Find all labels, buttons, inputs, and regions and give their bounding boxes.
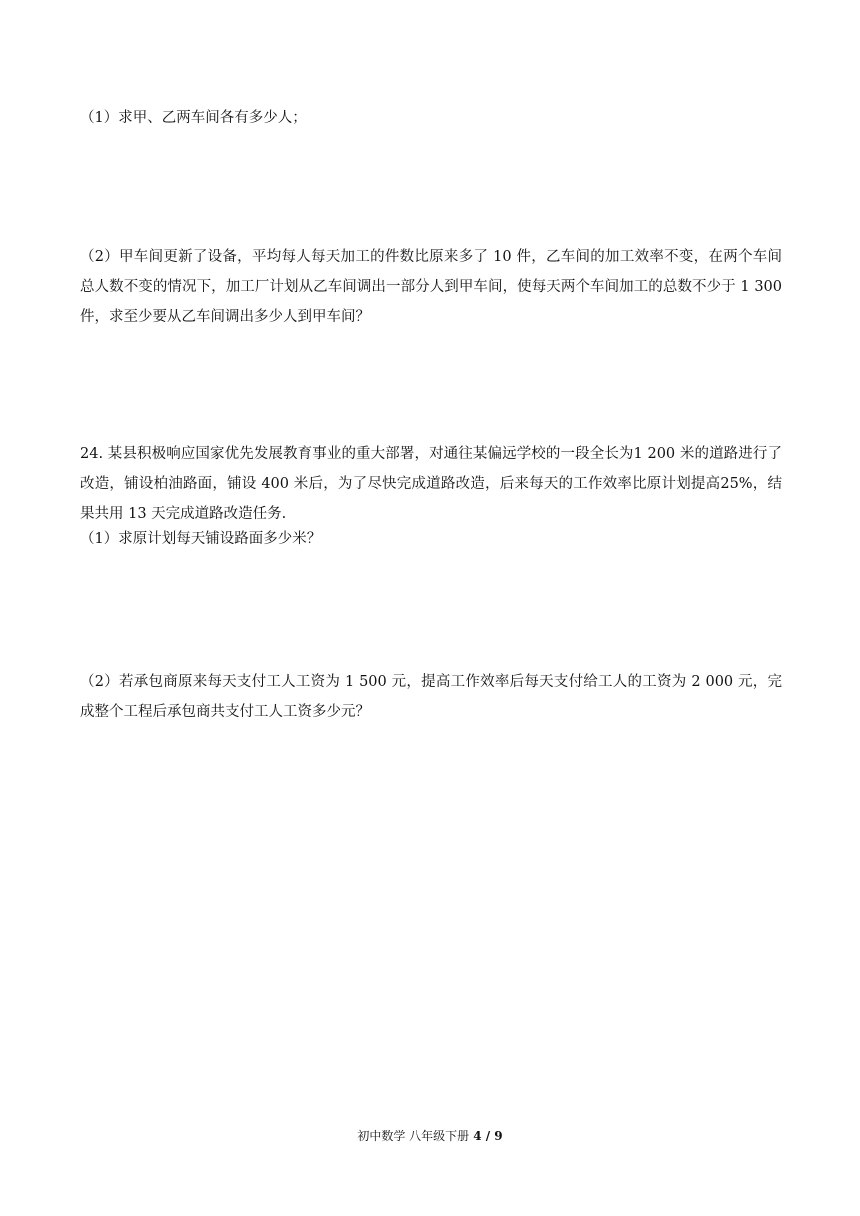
page-footer [0,1126,860,1146]
page-number: 4 / 9 [473,1129,503,1143]
question-24-part-2: （2）若承包商原来每天支付工人工资为 1 500 元，提高工作效率后每天支付给工人的工资为 2 000 元，完成整个工程后承包商共支付工人工资多少元？ [80,674,782,720]
footer-label: 初中数学 八年级下册 [357,1129,470,1143]
question-23-part-1: （1）求甲、乙两车间各有多少人； [80,110,307,126]
question-23-part-2: （2）甲车间更新了设备，平均每人每天加工的件数比原来多了 10 件，乙车间的加工效率不变，在两个车间总人数不变的情况下，加工厂计划从乙车间调出一部分人到甲车间，使每天两个车间加工的总数不少于 1 300 件，求至少要从乙车间调出多少人到甲车间？ [80,249,782,325]
question-24-stem: 24. 某县积极响应国家优先发展教育事业的重大部署，对通往某偏远学校的一段全长为1 200 米的道路进行了改造，铺设柏油路面，铺设 400 米后，为了尽快完成道路改造，后来每天的工作效率比原计划提高25%，结果共用 13 天完成道路改造任务. [80,446,782,522]
question-24-part-1: （1）求原计划每天铺设路面多少米？ [80,531,322,547]
